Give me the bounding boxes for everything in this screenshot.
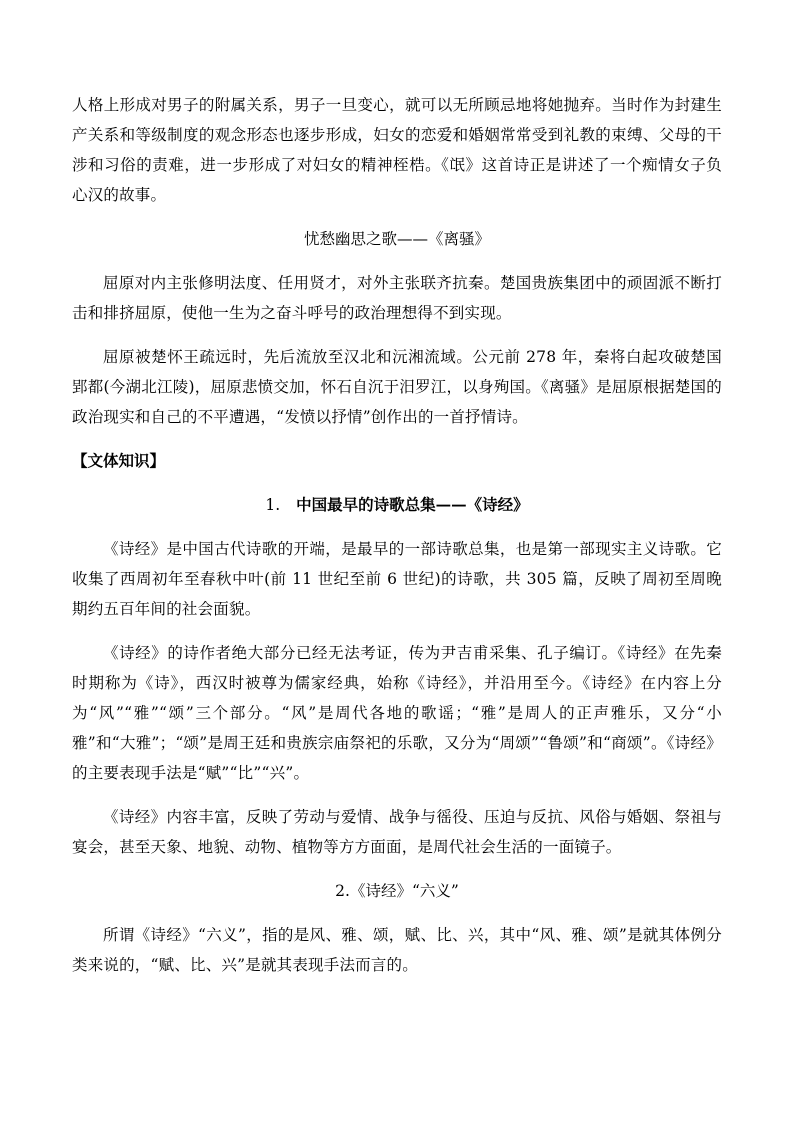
shijing-section-title: 中国最早的诗歌总集——《诗经》 — [296, 495, 529, 514]
shijing-paragraph-1: 《诗经》是中国古代诗歌的开端，是最早的一部诗歌总集，也是第一部现实主义诗歌。它收集了西周初年至春秋中叶(前 11 世纪至前 6 世纪)的诗歌，共 305 篇，反映了周初至周晚期约五百年间的社会面貌。 — [72, 540, 722, 618]
lisao-paragraph-1: 屈原对内主张修明法度、任用贤才，对外主张联齐抗秦。楚国贵族集团中的顽固派不断打击和排挤屈原，使他一生为之奋斗呼号的政治理想得不到实现。 — [72, 274, 722, 322]
lisao-paragraph-2: 屈原被楚怀王疏远时，先后流放至汉北和沅湘流域。公元前 278 年，秦将白起攻破楚国郢都(今湖北江陵)，屈原悲愤交加，怀石自沉于汨罗江，以身殉国。《离骚》是屈原根据楚国的政治现实和自己的不平遭遇，“发愤以抒情”创作出的一首抒情诗。 — [72, 348, 722, 426]
shijing-section-number: 1. — [265, 496, 281, 514]
genre-knowledge-label: 【文体知识】 — [72, 451, 166, 470]
six-principles-heading: 2.《诗经》“六义” — [335, 882, 459, 900]
lisao-heading: 忧愁幽思之歌——《离骚》 — [303, 230, 490, 248]
shijing-paragraph-3: 《诗经》内容丰富，反映了劳动与爱情、战争与徭役、压迫与反抗、风俗与婚姻、祭祖与宴会，甚至天象、地貌、动物、植物等方方面面，是周代社会生活的一面镜子。 — [72, 808, 722, 856]
shijing-paragraph-2: 《诗经》的诗作者绝大部分已经无法考证，传为尹吉甫采集、孔子编订。《诗经》在先秦时期称为《诗》，西汉时被尊为儒家经典，始称《诗经》，并沿用至今。《诗经》在内容上分为“风”“雅”“颂”三个部分。“风”是周代各地的歌谣；“雅”是周人的正声雅乐，又分“小雅”和“大雅”；“颂”是周王廷和贵族宗庙祭祀的乐歌，又分为“周颂”“鲁颂”和“商颂”。《诗经》的主要表现手法是“赋”“比”“兴”。 — [72, 644, 722, 782]
continuation-paragraph: 人格上形成对男子的附属关系，男子一旦变心，就可以无所顾忌地将她抛弃。当时作为封建生产关系和等级制度的观念形态也逐步形成，妇女的恋爱和婚姻常常受到礼教的束缚、父母的干涉和习俗的责难，进一步形成了对妇女的精神桎梏。《氓》这首诗正是讲述了一个痴情女子负心汉的故事。 — [72, 96, 722, 204]
shijing-section-heading — [72, 490, 722, 520]
six-principles-paragraph: 所谓《诗经》“六义”，指的是风、雅、颂，赋、比、兴，其中“风、雅、颂”是就其体例分类来说的，“赋、比、兴”是就其表现手法而言的。 — [72, 926, 722, 974]
